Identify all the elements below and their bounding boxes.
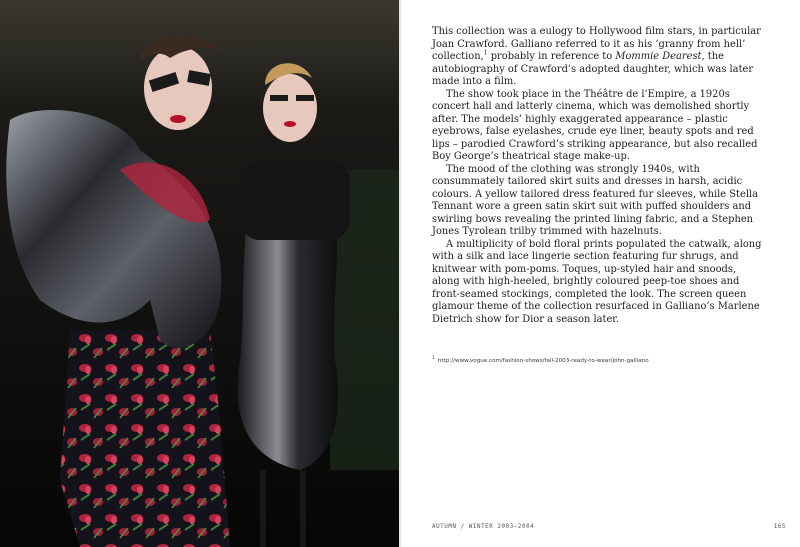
floral-dress [60, 330, 230, 547]
running-head: AUTUMN / WINTER 2003–2004 [432, 524, 535, 530]
paragraph-1 [432, 26, 766, 89]
footnote-url: http://www.vogue.com/fashion-shows/fall-2003-ready-to-wear/john-galliano [437, 358, 649, 364]
paragraph-4: A multiplicity of bold floral prints populated the catwalk, along with a silk and lace lingerie section featuring fur shrugs, and knitwear with pom-poms. Toques, up-styled hair and snoods, along with high-heeled, brightly coloured peep-toe shoes and front-seamed stockings, completed the look. The screen queen glamour theme of the collection resurfaced in Galliano’s Marlene Dietrich show for Dior a season later. [432, 238, 762, 325]
paragraph-1-part-c: , the autobiography of Crawford’s adopted daughter, which was later made into a film. [432, 51, 754, 87]
backstage-photo-illustration [0, 0, 399, 547]
fashion-photo [0, 0, 399, 547]
paragraph-3: The mood of the clothing was strongly 1940s, with consummately tailored skirt suits and dresses in harsh, acidic colours. A yellow tailored dress featured fur sleeves, while Stella Tennant wore a green satin skirt suit with puffed shoulders and swirling bows revealing the printed lining fabric, and a Stephen Jones Tyrolean trilby trimmed with hazelnuts. [432, 163, 759, 237]
right-model-face [263, 74, 317, 142]
text-page [401, 0, 800, 547]
dark-jacket [240, 160, 350, 240]
satin-dress [238, 200, 339, 470]
footnote-reference: 1 [483, 49, 488, 57]
paragraph-1-part-a: This collection was a eulogy to Hollywood film stars, in particular Joan Crawford. Galliano referred to it as his ‘granny from hell’ collection, [432, 26, 761, 62]
book-title-italic: Mommie Dearest [615, 51, 702, 62]
body-text [432, 26, 766, 326]
page-number: 165 [773, 524, 786, 530]
footnote [432, 358, 766, 364]
footnote-marker: 1 [432, 356, 435, 362]
paragraph-2: The show took place in the Théâtre de l’Empire, a 1920s concert hall and latterly cinema, which was demolished shortly after. The models’ highly exaggerated appearance – plastic eyebrows, false eyelashes, crude eye liner, beauty spots and red lips – parodied Crawford’s striking appearance, but also recalled Boy George’s theatrical stage make-up. [432, 88, 758, 162]
paragraph-1-part-b: probably in reference to [487, 51, 616, 62]
